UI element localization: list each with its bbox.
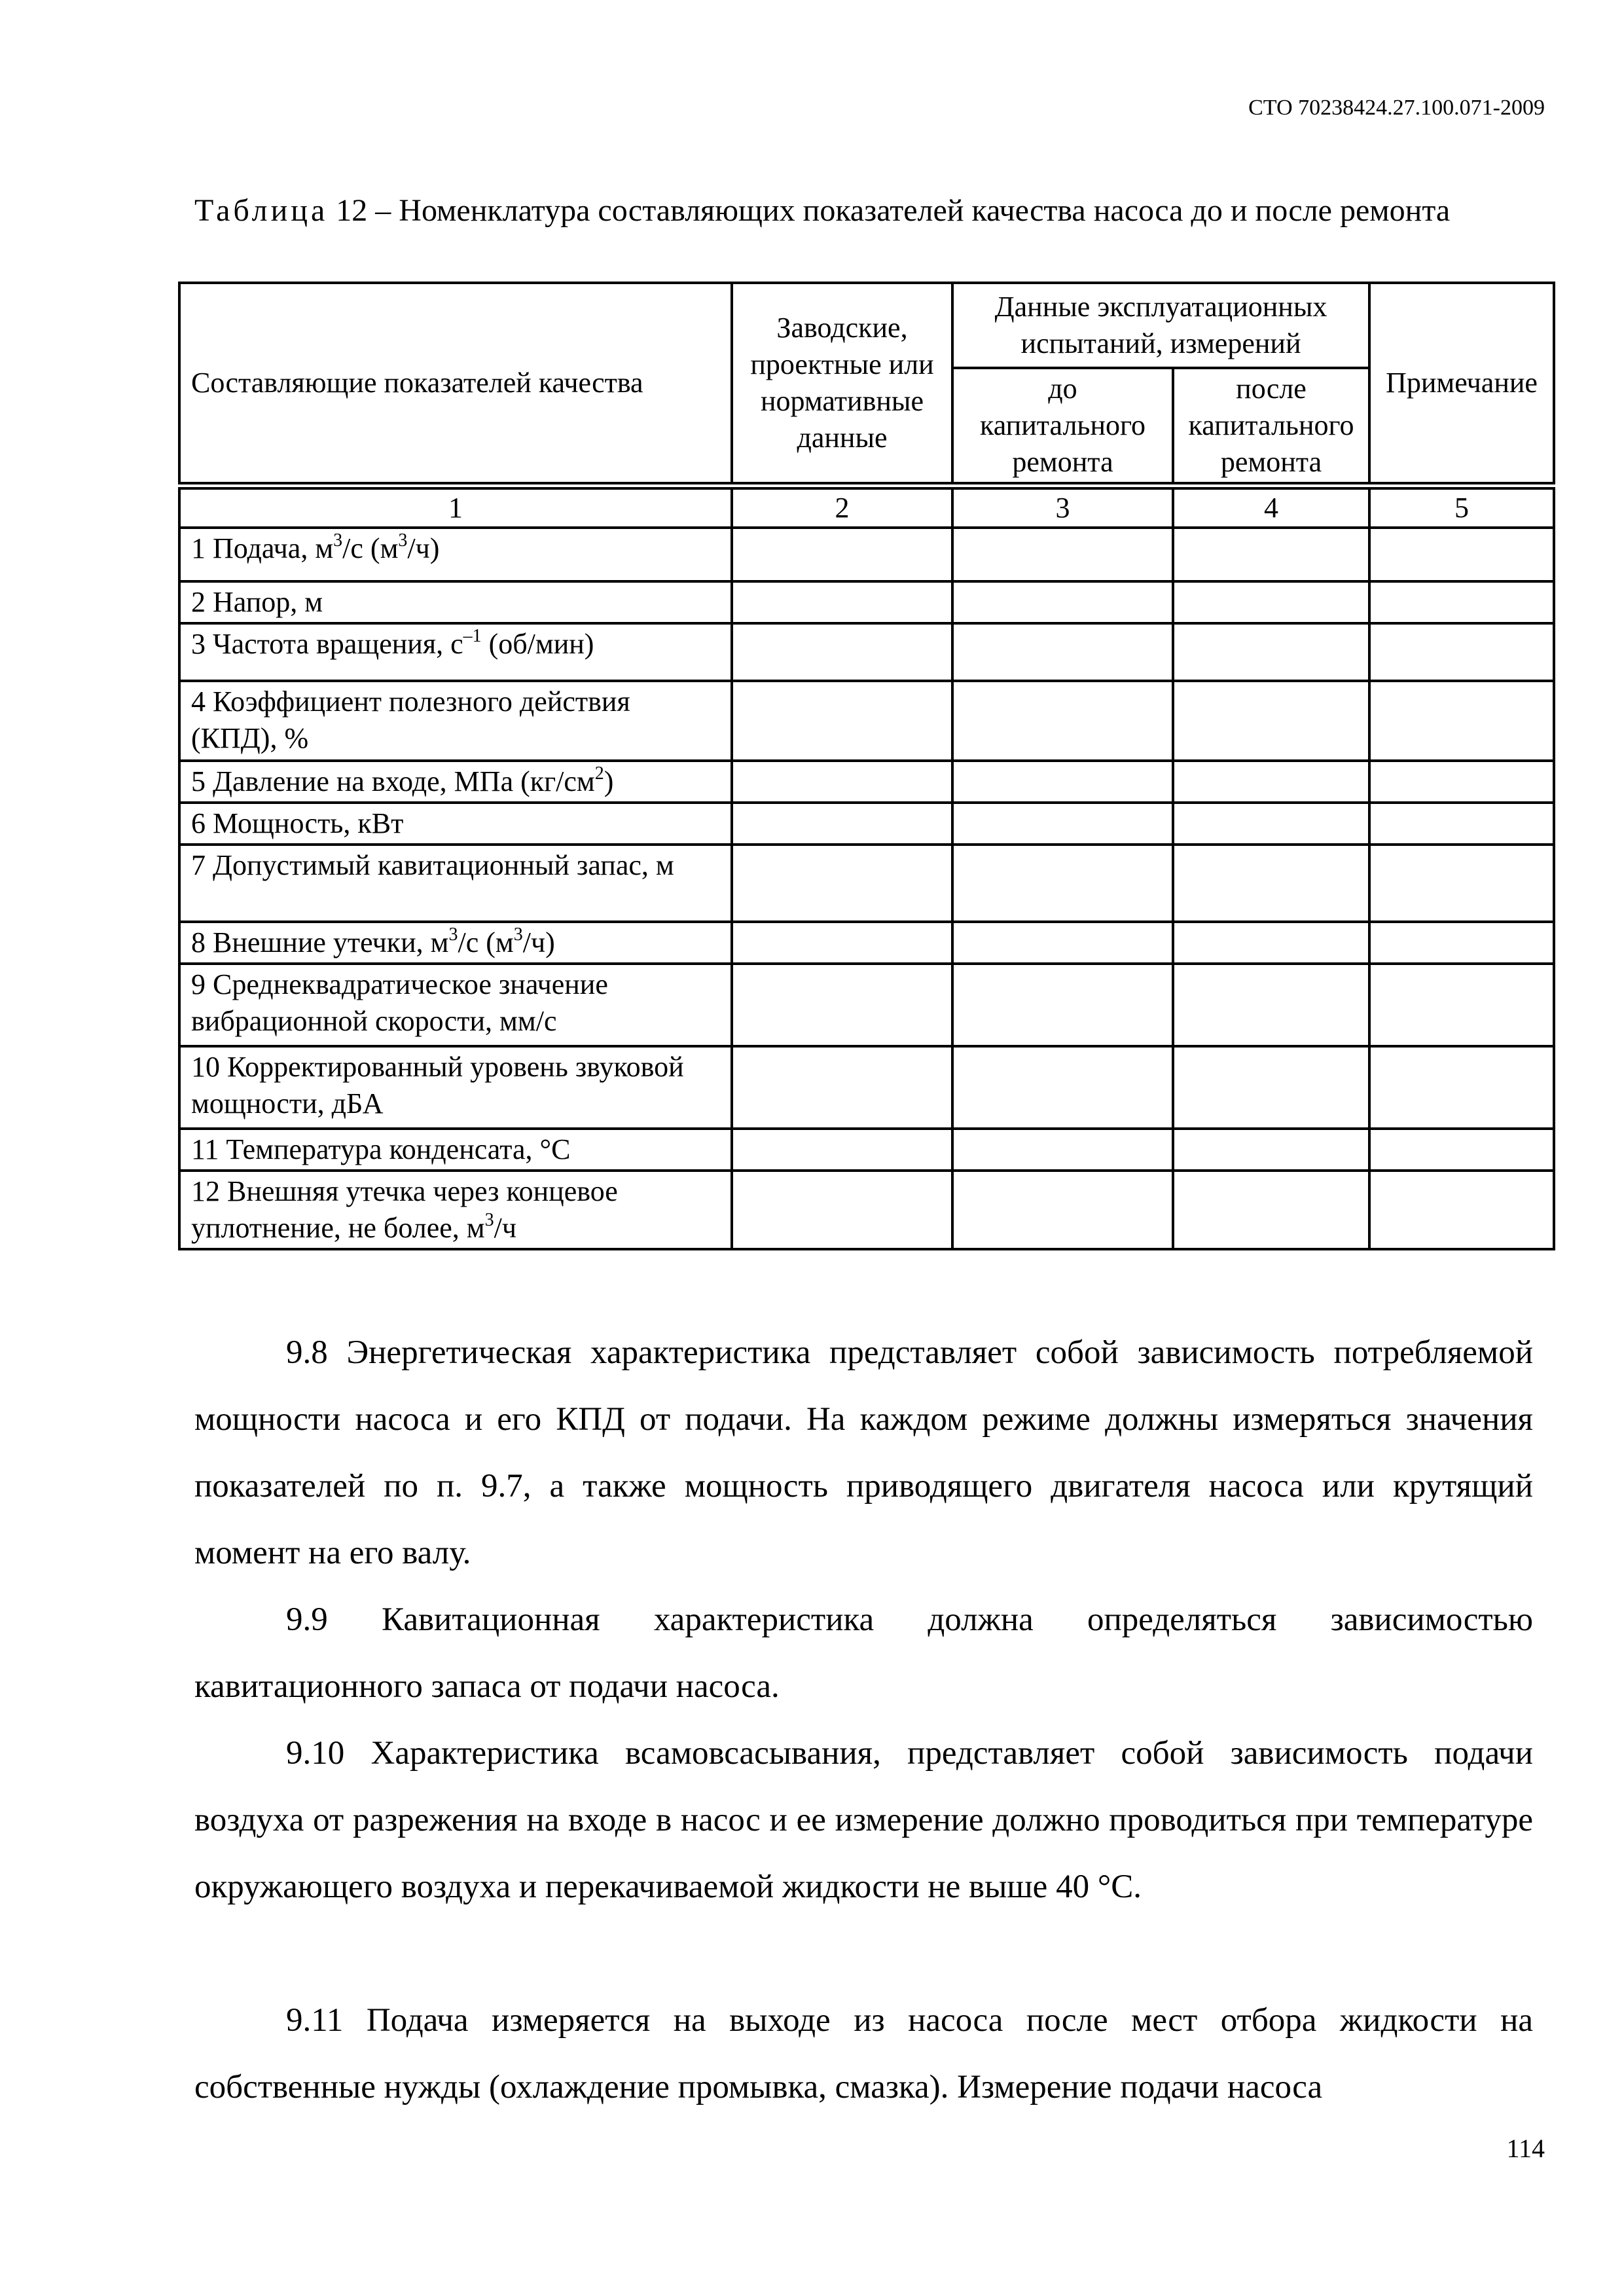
indicator-text: 11 Температура конденсата, °С: [191, 1133, 571, 1165]
table-row: [179, 922, 1554, 964]
indicator-text: 6 Мощность, кВт: [191, 807, 404, 839]
table-row: [179, 964, 1554, 1046]
empty-value-cell: [952, 581, 1173, 623]
empty-value-cell: [732, 964, 952, 1046]
column-number: 5: [1369, 486, 1554, 528]
paragraph-9-8: 9.8 Энергетическая характеристика представляет собой зависимость потребляемой мощности насоса и его КПД от подачи. На каждом режиме должны измеряться значения показателей по п. 9.7, а также мощность приводящего двигателя насоса или крутящий момент на его валу.: [194, 1334, 1533, 1571]
empty-value-cell: [952, 623, 1173, 681]
document-code: СТО 70238424.27.100.071-2009: [1248, 96, 1545, 120]
empty-value-cell: [732, 922, 952, 964]
indicator-text: /ч: [494, 1212, 516, 1244]
table-caption: [194, 191, 1533, 230]
empty-value-cell: [1369, 964, 1554, 1046]
table-row: [179, 1129, 1554, 1171]
empty-value-cell: [732, 845, 952, 922]
column-number: 4: [1173, 486, 1369, 528]
table-row: [179, 1171, 1554, 1249]
empty-value-cell: [952, 681, 1173, 761]
empty-value-cell: [952, 1046, 1173, 1129]
empty-value-cell: [1369, 761, 1554, 803]
indicator-text: /с (м: [342, 532, 399, 564]
empty-value-cell: [1369, 1046, 1554, 1129]
header-factory-data: Заводские, проектные или нормативные данные: [732, 283, 952, 486]
column-number: 2: [732, 486, 952, 528]
empty-value-cell: [1173, 845, 1369, 922]
empty-value-cell: [732, 761, 952, 803]
header-indicators: Составляющие показателей качества: [179, 283, 732, 486]
empty-value-cell: [1369, 528, 1554, 581]
empty-value-cell: [1369, 581, 1554, 623]
table-row: [179, 581, 1554, 623]
indicator-text: /ч): [522, 926, 555, 958]
indicator-cell: [179, 964, 732, 1046]
indicator-cell: [179, 922, 732, 964]
indicator-text: 5 Давление на входе, МПа (кг/см: [191, 765, 595, 797]
empty-value-cell: [1369, 681, 1554, 761]
empty-value-cell: [952, 803, 1173, 845]
empty-value-cell: [732, 528, 952, 581]
indicator-text: 4 Коэффициент полезного действия (КПД), %: [191, 685, 630, 754]
indicator-cell: [179, 528, 732, 581]
indicator-cell: [179, 761, 732, 803]
header-note: Примечание: [1369, 283, 1554, 486]
empty-value-cell: [1369, 623, 1554, 681]
empty-value-cell: [1173, 922, 1369, 964]
table-caption-prefix: Таблица: [194, 193, 329, 228]
indicator-text: (об/мин): [481, 628, 594, 660]
empty-value-cell: [1173, 623, 1369, 681]
empty-value-cell: [952, 1171, 1173, 1249]
indicator-text: /ч): [407, 532, 440, 564]
empty-value-cell: [1173, 681, 1369, 761]
indicator-cell: [179, 1046, 732, 1129]
empty-value-cell: [1173, 803, 1369, 845]
empty-value-cell: [1369, 1171, 1554, 1249]
header-before-repair: до капитального ремонта: [952, 368, 1173, 486]
superscript: 3: [333, 530, 343, 551]
empty-value-cell: [952, 1129, 1173, 1171]
superscript: 3: [513, 924, 523, 945]
superscript: 3: [448, 924, 458, 945]
empty-value-cell: [732, 581, 952, 623]
empty-value-cell: [732, 623, 952, 681]
empty-value-cell: [952, 964, 1173, 1046]
column-number: 1: [179, 486, 732, 528]
paragraph-9-9: 9.9 Кавитационная характеристика должна определяться зависимостью кавитационного запаса от подачи насоса.: [194, 1601, 1533, 1705]
superscript: 2: [594, 763, 604, 784]
indicator-text: 1 Подача, м: [191, 532, 334, 564]
empty-value-cell: [1173, 964, 1369, 1046]
indicator-text: 3 Частота вращения, с: [191, 628, 463, 660]
table-row: [179, 803, 1554, 845]
empty-value-cell: [1173, 761, 1369, 803]
indicator-text: 2 Напор, м: [191, 586, 323, 618]
empty-value-cell: [732, 1171, 952, 1249]
empty-value-cell: [1173, 1171, 1369, 1249]
header-after-repair: после капитального ремонта: [1173, 368, 1369, 486]
empty-value-cell: [1369, 922, 1554, 964]
empty-value-cell: [952, 761, 1173, 803]
indicator-text: 10 Корректированный уровень звуковой мощности, дБА: [191, 1051, 684, 1120]
indicator-cell: [179, 1129, 732, 1171]
superscript: –1: [463, 626, 482, 646]
empty-value-cell: [952, 845, 1173, 922]
empty-value-cell: [732, 1129, 952, 1171]
superscript: 3: [484, 1210, 494, 1230]
table-row: [179, 845, 1554, 922]
empty-value-cell: [732, 1046, 952, 1129]
table-row: [179, 761, 1554, 803]
empty-value-cell: [1369, 845, 1554, 922]
superscript: 3: [398, 530, 408, 551]
indicator-cell: [179, 623, 732, 681]
table-body: [179, 486, 1554, 1249]
paragraph-9-10: 9.10 Характеристика всамовсасывания, представляет собой зависимость подачи воздуха от разрежения на входе в насос и ее измерение должно проводиться при температуре окружающего воздуха и перекачиваемой жидкости не выше 40 °С.: [194, 1735, 1533, 1905]
empty-value-cell: [732, 803, 952, 845]
indicator-text: /с (м: [458, 926, 514, 958]
empty-value-cell: [1369, 1129, 1554, 1171]
page-number: 114: [1506, 2134, 1545, 2163]
indicator-cell: [179, 845, 732, 922]
empty-value-cell: [1369, 803, 1554, 845]
table-row: [179, 528, 1554, 581]
empty-value-cell: [732, 681, 952, 761]
indicator-text: 12 Внешняя утечка через концевое уплотнение, не более, м: [191, 1175, 618, 1244]
indicator-cell: [179, 681, 732, 761]
empty-value-cell: [952, 528, 1173, 581]
table-row: [179, 681, 1554, 761]
empty-value-cell: [1173, 1129, 1369, 1171]
indicator-cell: [179, 1171, 732, 1249]
indicator-text: 9 Среднеквадратическое значение вибрационной скорости, мм/с: [191, 968, 608, 1037]
paragraph-9-11: 9.11 Подача измеряется на выходе из насоса после мест отбора жидкости на собственные нужды (охлаждение промывка, смазка). Измерение подачи насоса: [194, 2002, 1533, 2105]
empty-value-cell: [1173, 1046, 1369, 1129]
column-number-row: [179, 486, 1554, 528]
empty-value-cell: [1173, 528, 1369, 581]
indicator-text: 8 Внешние утечки, м: [191, 926, 449, 958]
empty-value-cell: [952, 922, 1173, 964]
table-row: [179, 623, 1554, 681]
quality-indicators-table: [178, 282, 1555, 1250]
indicator-text: 7 Допустимый кавитационный запас, м: [191, 849, 674, 881]
table-row: [179, 1046, 1554, 1129]
header-operational-data: Данные эксплуатационных испытаний, измерений: [952, 283, 1369, 368]
indicator-text: ): [604, 765, 614, 797]
table-caption-text: 12 – Номенклатура составляющих показателей качества насоса до и после ремонта: [336, 193, 1451, 228]
column-number: 3: [952, 486, 1173, 528]
indicator-cell: [179, 581, 732, 623]
empty-value-cell: [1173, 581, 1369, 623]
indicator-cell: [179, 803, 732, 845]
